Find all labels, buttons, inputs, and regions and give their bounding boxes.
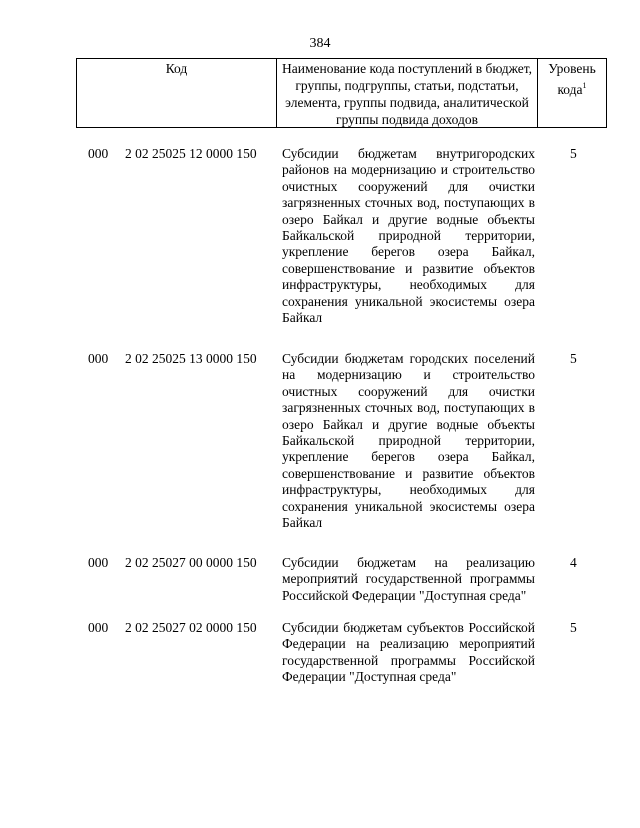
row-income-code: 2 02 25027 02 0000 150 (125, 620, 257, 635)
row-income-code: 2 02 25025 13 0000 150 (125, 351, 257, 366)
row-admin-code: 000 (88, 351, 109, 366)
row-name: Субсидии бюджетам внутригородских районов на модернизацию и строительство очистных сооружений для очистки загрязненных сточных вод, поступающих в озеро Байкал и другие водные объекты Байкальской природной территории, укрепление берегов озера Байкал, совершенствование и развитие объектов инфраструктуры, необходимых для сохранения уникальной экосистемы озера Байкал (282, 146, 535, 326)
row-income-code: 2 02 25027 00 0000 150 (125, 555, 257, 570)
row-name: Субсидии бюджетам городских поселений на модернизацию и строительство очистных сооружений для очистки загрязненных сточных вод, поступающих в озеро Байкал и другие водные объекты Байкальской природной территории, укрепление берегов озера Байкал, совершенствование и развитие объектов инфраструктуры, необходимых для сохранения уникальной экосистемы озера Байкал (282, 351, 535, 531)
row-admin-code: 000 (88, 555, 109, 570)
row-level: 5 (570, 351, 577, 366)
table-row (0, 146, 640, 351)
row-level: 5 (570, 146, 577, 161)
header-level-footnote: 1 (582, 81, 587, 90)
header-code: Код (77, 59, 277, 127)
row-income-code: 2 02 25025 12 0000 150 (125, 146, 257, 161)
table-header (76, 58, 607, 128)
row-level: 5 (570, 620, 577, 635)
header-name: Наименование кода поступлений в бюджет, группы, подгруппы, статьи, подстатьи, элемента, группы подвида, аналитической группы подвида доходов (277, 59, 538, 127)
table-row (0, 555, 640, 620)
row-admin-code: 000 (88, 620, 109, 635)
row-level: 4 (570, 555, 577, 570)
row-name: Субсидии бюджетам субъектов Российской Федерации на реализацию мероприятий государственной программы Российской Федерации "Доступная среда" (282, 620, 535, 685)
page-number: 384 (309, 36, 331, 51)
header-level-label: Уровень кода (548, 61, 596, 97)
row-admin-code: 000 (88, 146, 109, 161)
row-name: Субсидии бюджетам на реализацию мероприятий государственной программы Российской Федерации "Доступная среда" (282, 555, 535, 603)
table-row (0, 351, 640, 555)
table-row (0, 620, 640, 702)
table-body (0, 146, 640, 702)
header-level (538, 59, 606, 127)
